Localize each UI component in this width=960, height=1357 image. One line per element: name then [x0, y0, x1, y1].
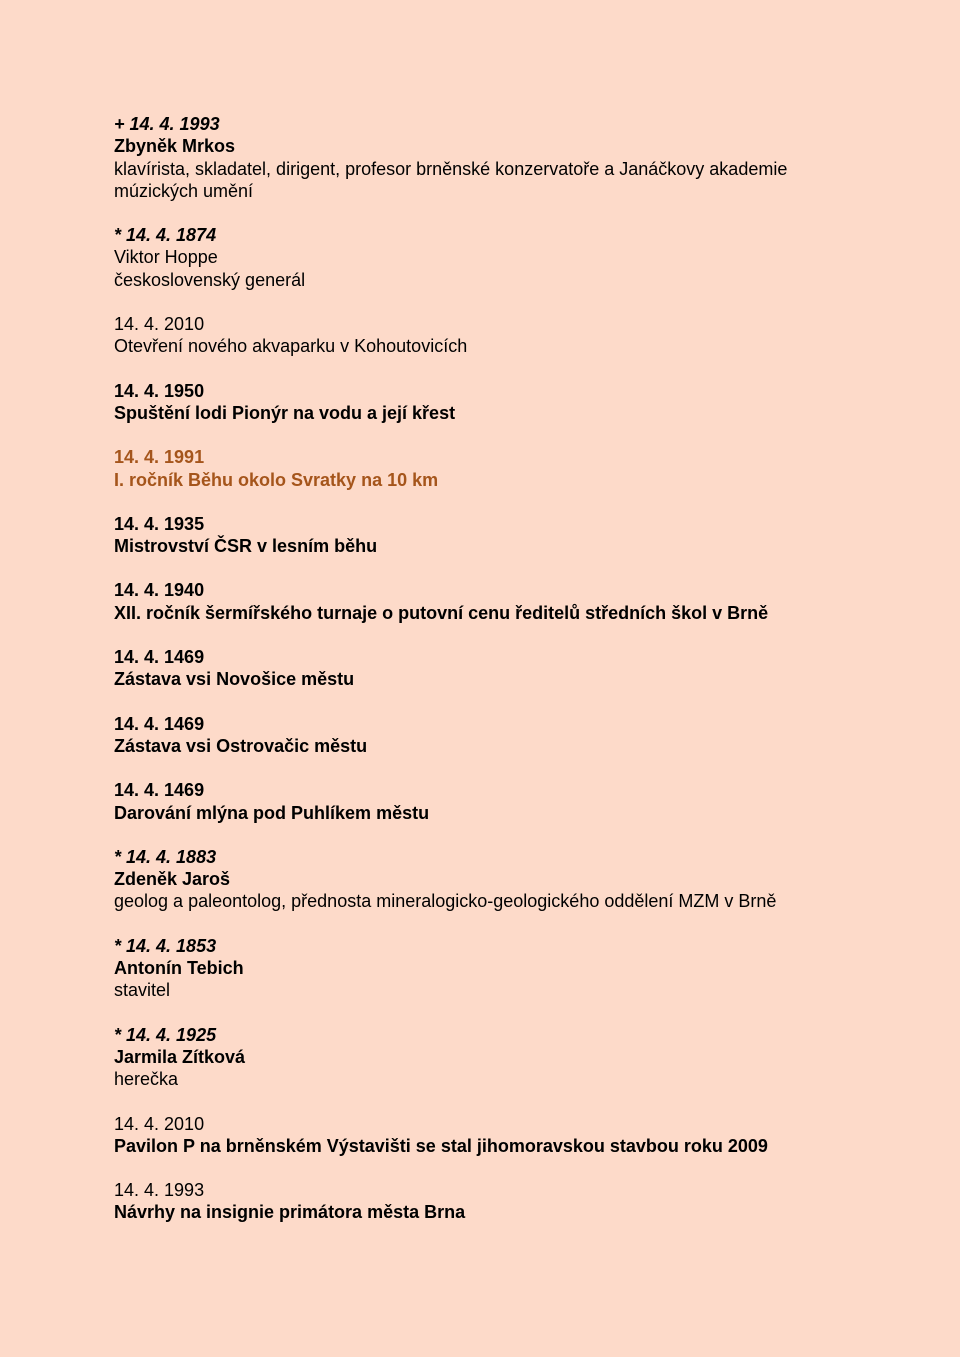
- entry-event-highlighted: [114, 446, 874, 491]
- entry-date: * 14. 4. 1853: [114, 935, 217, 956]
- entry-person-name: Antonín Tebich: [114, 958, 244, 979]
- entry-person-name: Jarmila Zítková: [114, 1046, 246, 1067]
- entry-person-description: herečka: [114, 1069, 179, 1090]
- entry-date: 14. 4. 1935: [114, 513, 205, 534]
- entry-date: * 14. 4. 1883: [114, 846, 217, 867]
- entry-person-name: Viktor Hoppe: [114, 247, 218, 268]
- entry-person-death: [114, 113, 874, 202]
- entry-event: [114, 779, 874, 824]
- entry-date: * 14. 4. 1874: [114, 225, 217, 246]
- entry-date: + 14. 4. 1993: [114, 114, 220, 134]
- entry-date: 14. 4. 1469: [114, 647, 205, 668]
- entry-event-title: XII. ročník šermířského turnaje o putovní cenu ředitelů středních škol v Brně: [114, 602, 769, 623]
- entry-event-title: Mistrovství ČSR v lesním běhu: [114, 536, 378, 557]
- entry-event-title: Návrhy na insignie primátora města Brna: [114, 1202, 466, 1223]
- entry-date: 14. 4. 2010: [114, 1113, 205, 1134]
- entry-date: 14. 4. 2010: [114, 314, 205, 335]
- entry-person-birth: [114, 935, 874, 1002]
- entry-event: [114, 1179, 874, 1224]
- entry-person-description: stavitel: [114, 980, 171, 1001]
- entry-event-title: Otevření nového akvaparku v Kohoutovicích: [114, 336, 468, 357]
- entry-person-birth: [114, 224, 874, 291]
- entry-date: 14. 4. 1940: [114, 580, 205, 601]
- entry-event: [114, 646, 874, 691]
- entry-person-name: Zbyněk Mrkos: [114, 136, 236, 157]
- entry-date: 14. 4. 1993: [114, 1180, 205, 1201]
- entry-event-title: Darování mlýna pod Puhlíkem městu: [114, 802, 430, 823]
- entry-event: [114, 513, 874, 558]
- entry-event: [114, 713, 874, 758]
- entry-person-description: československý generál: [114, 269, 306, 290]
- calendar-entries: [114, 113, 874, 1246]
- entry-event-title: Spuštění lodi Pionýr na vodu a její křest: [114, 402, 456, 423]
- entry-person-description: klavírista, skladatel, dirigent, profesor brněnské konzervatoře a Janáčkovy akademie múzických umění: [114, 158, 788, 201]
- entry-date: * 14. 4. 1925: [114, 1024, 217, 1045]
- entry-event: [114, 579, 874, 624]
- entry-date: 14. 4. 1469: [114, 780, 205, 801]
- entry-person-birth: [114, 846, 874, 913]
- entry-person-name: Zdeněk Jaroš: [114, 869, 231, 890]
- entry-date: 14. 4. 1991: [114, 447, 205, 468]
- entry-person-birth: [114, 1024, 874, 1091]
- entry-date: 14. 4. 1469: [114, 713, 205, 734]
- entry-event: [114, 380, 874, 425]
- entry-event-title: Zástava vsi Novošice městu: [114, 669, 355, 690]
- entry-event: [114, 1113, 874, 1158]
- entry-event-title: Zástava vsi Ostrovačic městu: [114, 735, 368, 756]
- entry-event: [114, 313, 874, 358]
- entry-date: 14. 4. 1950: [114, 380, 205, 401]
- entry-event-title: Pavilon P na brněnském Výstavišti se stal jihomoravskou stavbou roku 2009: [114, 1135, 768, 1156]
- entry-event-title: I. ročník Běhu okolo Svratky na 10 km: [114, 469, 439, 490]
- entry-person-description: geolog a paleontolog, přednosta mineralogicko-geologického oddělení MZM v Brně: [114, 891, 777, 912]
